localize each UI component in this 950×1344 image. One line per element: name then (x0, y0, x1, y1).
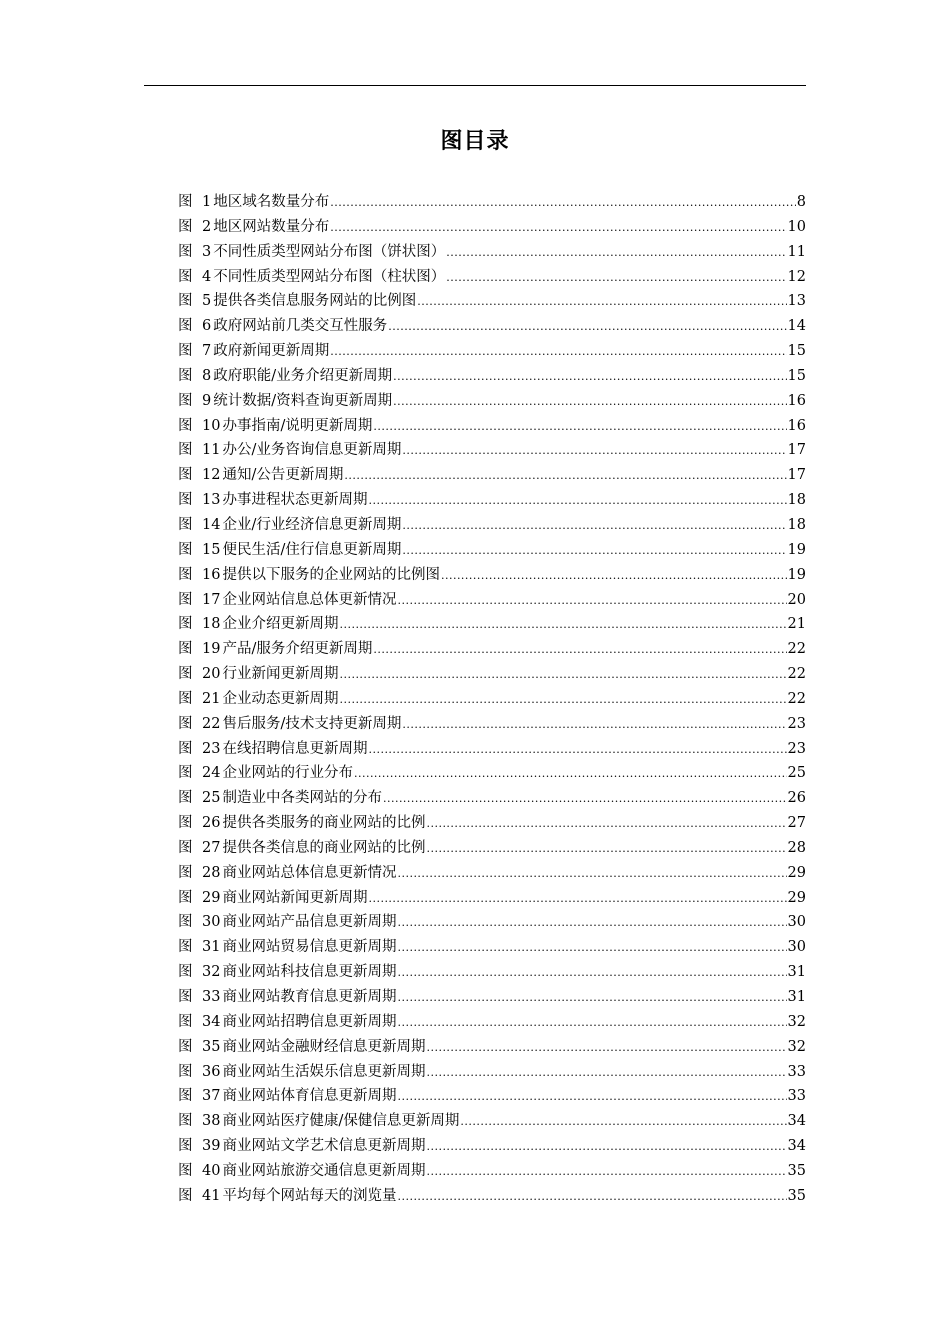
figure-prefix: 图 (178, 218, 193, 235)
page-number: 18 (787, 516, 806, 533)
figure-caption: 商业网站生活娱乐信息更新周期 (222, 1063, 426, 1080)
figure-number: 2 (202, 218, 212, 235)
toc-entry[interactable] (178, 389, 806, 414)
figure-caption: 便民生活/住行信息更新周期 (222, 541, 402, 558)
figure-number: 29 (202, 889, 221, 906)
figure-prefix: 图 (178, 516, 193, 533)
figure-number: 19 (202, 641, 221, 658)
page-number: 22 (787, 690, 806, 707)
figure-caption: 地区网站数量分布 (213, 218, 330, 235)
figure-caption: 提供各类服务的商业网站的比例 (222, 815, 426, 832)
figure-caption: 商业网站金融财经信息更新周期 (222, 1038, 426, 1055)
figure-number: 23 (202, 740, 221, 757)
page-number: 14 (787, 318, 806, 335)
figure-prefix: 图 (178, 1138, 193, 1155)
figure-number: 12 (202, 467, 221, 484)
figure-prefix: 图 (178, 666, 193, 683)
page-number: 11 (787, 243, 806, 260)
page-number: 22 (787, 666, 806, 683)
figure-caption: 商业网站贸易信息更新周期 (222, 939, 397, 956)
dot-leader (426, 1061, 786, 1086)
figure-caption: 企业/行业经济信息更新周期 (222, 516, 402, 533)
dot-leader (373, 415, 786, 440)
figure-number: 13 (202, 492, 221, 509)
figure-caption: 企业网站的行业分布 (222, 765, 353, 782)
toc-entry[interactable] (178, 761, 806, 786)
figure-prefix: 图 (178, 641, 193, 658)
dot-leader (393, 365, 786, 390)
dot-leader (373, 638, 786, 663)
toc-entry[interactable] (178, 463, 806, 488)
toc-entry[interactable] (178, 1060, 806, 1085)
header-rule (144, 85, 806, 86)
figure-prefix: 图 (178, 939, 193, 956)
figure-prefix: 图 (178, 740, 193, 757)
dot-leader (383, 787, 787, 812)
figure-caption: 政府职能/业务介绍更新周期 (213, 367, 393, 384)
toc-entry[interactable] (178, 414, 806, 439)
figure-number: 36 (202, 1063, 221, 1080)
toc-entry[interactable] (178, 1109, 806, 1134)
toc-entry[interactable] (178, 265, 806, 290)
dot-leader (441, 564, 787, 589)
figure-number: 9 (202, 392, 212, 409)
dot-leader (344, 464, 786, 489)
dot-leader (397, 589, 786, 614)
dot-leader (460, 1110, 786, 1135)
figure-number: 22 (202, 715, 221, 732)
figure-prefix: 图 (178, 989, 193, 1005)
figure-caption: 地区域名数量分布 (213, 194, 330, 210)
figure-prefix: 图 (178, 492, 193, 509)
page-number: 21 (787, 616, 806, 633)
figure-number: 3 (202, 243, 212, 260)
page-number: 29 (787, 889, 806, 906)
figure-prefix: 图 (178, 541, 193, 558)
figure-number: 6 (202, 318, 212, 335)
figure-prefix: 图 (178, 467, 193, 484)
page-number: 29 (787, 864, 806, 881)
figure-prefix: 图 (178, 243, 193, 260)
figure-prefix: 图 (178, 715, 193, 732)
figure-caption: 办事指南/说明更新周期 (222, 417, 373, 434)
figure-caption: 产品/服务介绍更新周期 (222, 641, 373, 658)
toc-entry[interactable] (178, 637, 806, 662)
toc-entry[interactable] (178, 836, 806, 861)
page-number: 22 (787, 641, 806, 658)
toc-entry[interactable] (178, 960, 806, 985)
figure-prefix: 图 (178, 839, 193, 856)
page-number: 16 (787, 417, 806, 434)
dot-leader (426, 1036, 786, 1061)
page-number: 34 (787, 1113, 806, 1130)
toc-entry[interactable] (178, 488, 806, 513)
toc-entry[interactable] (178, 314, 806, 339)
toc-entry[interactable] (178, 811, 806, 836)
figure-caption: 商业网站总体信息更新情况 (222, 864, 397, 881)
page-number: 16 (787, 392, 806, 409)
page-number: 8 (796, 194, 806, 210)
page-number: 32 (787, 1038, 806, 1055)
dot-leader (397, 862, 786, 887)
figure-prefix: 图 (178, 392, 193, 409)
dot-leader (397, 986, 786, 1011)
figure-caption: 商业网站教育信息更新周期 (222, 989, 397, 1005)
figure-number: 26 (202, 815, 221, 832)
dot-leader (393, 390, 786, 415)
page-number: 17 (787, 467, 806, 484)
figure-prefix: 图 (178, 442, 193, 459)
dot-leader (330, 340, 786, 365)
dot-leader (402, 713, 786, 738)
figure-prefix: 图 (178, 591, 193, 608)
figure-caption: 商业网站体育信息更新周期 (222, 1088, 397, 1105)
toc-entry[interactable] (178, 1084, 806, 1109)
page-number: 12 (787, 268, 806, 285)
toc-entry[interactable] (178, 364, 806, 389)
toc-entry[interactable] (178, 712, 806, 737)
dot-leader (426, 837, 786, 862)
toc-entry[interactable] (178, 190, 806, 215)
figure-caption: 企业介绍更新周期 (222, 616, 339, 633)
dot-leader (402, 539, 786, 564)
toc-entry[interactable] (178, 240, 806, 265)
dot-leader (339, 688, 786, 713)
dot-leader (397, 1085, 786, 1110)
figure-number: 28 (202, 864, 221, 881)
figure-prefix: 图 (178, 964, 193, 981)
figure-prefix: 图 (178, 790, 193, 807)
toc-entry[interactable] (178, 985, 806, 1010)
page-number: 26 (787, 790, 806, 807)
dot-leader (397, 1011, 786, 1036)
toc-entry[interactable] (178, 289, 806, 314)
page-number: 23 (787, 715, 806, 732)
figure-prefix: 图 (178, 864, 193, 881)
figure-caption: 政府网站前几类交互性服务 (213, 318, 388, 335)
figure-prefix: 图 (178, 1187, 193, 1204)
dot-leader (426, 1135, 786, 1160)
figure-number: 1 (202, 194, 212, 210)
figure-number: 11 (202, 442, 221, 459)
page-number: 17 (787, 442, 806, 459)
page-number: 32 (787, 1013, 806, 1030)
figure-number: 24 (202, 765, 221, 782)
figure-caption: 办事进程状态更新周期 (222, 492, 368, 509)
figure-caption: 提供以下服务的企业网站的比例图 (222, 566, 440, 583)
page-number: 25 (787, 765, 806, 782)
toc-entry[interactable] (178, 1159, 806, 1184)
page-number: 19 (787, 566, 806, 583)
figure-number: 17 (202, 591, 221, 608)
figure-caption: 商业网站医疗健康/保健信息更新周期 (222, 1113, 460, 1130)
page-number: 31 (787, 964, 806, 981)
figure-number: 40 (202, 1162, 221, 1179)
figure-number: 18 (202, 616, 221, 633)
toc-entry[interactable] (178, 935, 806, 960)
page-number: 10 (787, 218, 806, 235)
page-number: 30 (787, 914, 806, 931)
page-number: 35 (787, 1187, 806, 1204)
figure-caption: 统计数据/资料查询更新周期 (213, 392, 393, 409)
figure-prefix: 图 (178, 343, 193, 360)
dot-leader (397, 1185, 786, 1210)
toc-entry[interactable] (178, 215, 806, 240)
figure-prefix: 图 (178, 1088, 193, 1105)
page-number: 13 (787, 293, 806, 310)
figure-number: 30 (202, 914, 221, 931)
figure-number: 10 (202, 417, 221, 434)
figure-caption: 平均每个网站每天的浏览量 (222, 1187, 397, 1204)
figure-caption: 政府新闻更新周期 (213, 343, 330, 360)
figure-prefix: 图 (178, 318, 193, 335)
figure-number: 25 (202, 790, 221, 807)
page-number: 33 (787, 1063, 806, 1080)
figure-number: 35 (202, 1038, 221, 1055)
dot-leader (330, 191, 796, 216)
page-number: 23 (787, 740, 806, 757)
page-number: 31 (787, 989, 806, 1005)
figure-caption: 不同性质类型网站分布图（柱状图） (213, 268, 446, 285)
page-number: 35 (787, 1162, 806, 1179)
figure-caption: 商业网站招聘信息更新周期 (222, 1013, 397, 1030)
page-number: 20 (787, 591, 806, 608)
toc-entry[interactable] (178, 1010, 806, 1035)
figure-caption: 商业网站旅游交通信息更新周期 (222, 1162, 426, 1179)
figure-list (178, 190, 806, 1209)
figure-prefix: 图 (178, 194, 193, 210)
figure-caption: 在线招聘信息更新周期 (222, 740, 368, 757)
figure-prefix: 图 (178, 417, 193, 434)
figure-number: 16 (202, 566, 221, 583)
figure-caption: 提供各类信息的商业网站的比例 (222, 839, 426, 856)
dot-leader (339, 663, 786, 688)
figure-number: 34 (202, 1013, 221, 1030)
page-number: 18 (787, 492, 806, 509)
toc-entry[interactable] (178, 1134, 806, 1159)
toc-entry[interactable] (178, 438, 806, 463)
figure-caption: 通知/公告更新周期 (222, 467, 344, 484)
figure-number: 38 (202, 1113, 221, 1130)
dot-leader (354, 762, 787, 787)
figure-prefix: 图 (178, 293, 193, 310)
figure-prefix: 图 (178, 889, 193, 906)
figure-number: 14 (202, 516, 221, 533)
figure-number: 27 (202, 839, 221, 856)
figure-caption: 售后服务/技术支持更新周期 (222, 715, 402, 732)
figure-prefix: 图 (178, 1013, 193, 1030)
page-number: 15 (787, 367, 806, 384)
toc-entry[interactable] (178, 513, 806, 538)
toc-entry[interactable] (178, 612, 806, 637)
page-number: 30 (787, 939, 806, 956)
toc-entry[interactable] (178, 786, 806, 811)
page-number: 27 (787, 815, 806, 832)
figure-prefix: 图 (178, 914, 193, 931)
dot-leader (368, 489, 786, 514)
figure-number: 21 (202, 690, 221, 707)
figure-number: 5 (202, 293, 212, 310)
dot-leader (446, 266, 786, 291)
dot-leader (402, 514, 786, 539)
figure-number: 33 (202, 989, 221, 1005)
page-number: 15 (787, 343, 806, 360)
figure-number: 37 (202, 1088, 221, 1105)
dot-leader (397, 911, 786, 936)
figure-caption: 制造业中各类网站的分布 (222, 790, 382, 807)
dot-leader (368, 738, 786, 763)
figure-caption: 企业动态更新周期 (222, 690, 339, 707)
toc-entry[interactable] (178, 563, 806, 588)
toc-entry[interactable] (178, 538, 806, 563)
figure-prefix: 图 (178, 367, 193, 384)
figure-number: 32 (202, 964, 221, 981)
toc-entry[interactable] (178, 588, 806, 613)
figure-caption: 提供各类信息服务网站的比例图 (213, 293, 417, 310)
figure-caption: 不同性质类型网站分布图（饼状图） (213, 243, 446, 260)
dot-leader (446, 241, 786, 266)
dot-leader (397, 936, 786, 961)
page-number: 28 (787, 839, 806, 856)
figure-number: 8 (202, 367, 212, 384)
figure-prefix: 图 (178, 616, 193, 633)
dot-leader (417, 290, 786, 315)
figure-prefix: 图 (178, 1063, 193, 1080)
figure-caption: 商业网站新闻更新周期 (222, 889, 368, 906)
toc-entry[interactable] (178, 687, 806, 712)
figure-number: 41 (202, 1187, 221, 1204)
figure-caption: 商业网站科技信息更新周期 (222, 964, 397, 981)
toc-entry[interactable] (178, 910, 806, 935)
figure-number: 20 (202, 666, 221, 683)
page-number: 19 (787, 541, 806, 558)
dot-leader (368, 887, 786, 912)
page-title: 图目录 (440, 129, 510, 154)
figure-prefix: 图 (178, 1162, 193, 1179)
figure-number: 31 (202, 939, 221, 956)
dot-leader (402, 439, 786, 464)
figure-number: 39 (202, 1138, 221, 1155)
figure-prefix: 图 (178, 1113, 193, 1130)
figure-number: 15 (202, 541, 221, 558)
figure-prefix: 图 (178, 268, 193, 285)
dot-leader (426, 1160, 786, 1185)
toc-entry[interactable] (178, 1035, 806, 1060)
dot-leader (330, 216, 786, 241)
figure-caption: 行业新闻更新周期 (222, 666, 339, 683)
figure-number: 4 (202, 268, 212, 285)
page-number: 34 (787, 1138, 806, 1155)
dot-leader (426, 812, 786, 837)
figure-caption: 办公/业务咨询信息更新周期 (222, 442, 402, 459)
toc-entry[interactable] (178, 1184, 806, 1209)
figure-prefix: 图 (178, 690, 193, 707)
toc-entry[interactable] (178, 886, 806, 911)
figure-number: 7 (202, 343, 212, 360)
dot-leader (339, 613, 786, 638)
figure-prefix: 图 (178, 765, 193, 782)
figure-prefix: 图 (178, 566, 193, 583)
dot-leader (388, 315, 786, 340)
toc-entry[interactable] (178, 662, 806, 687)
figure-caption: 商业网站文学艺术信息更新周期 (222, 1138, 426, 1155)
figure-caption: 商业网站产品信息更新周期 (222, 914, 397, 931)
page-number: 33 (787, 1088, 806, 1105)
toc-entry[interactable] (178, 737, 806, 762)
dot-leader (397, 961, 786, 986)
figure-caption: 企业网站信息总体更新情况 (222, 591, 397, 608)
figure-prefix: 图 (178, 815, 193, 832)
figure-prefix: 图 (178, 1038, 193, 1055)
toc-entry[interactable] (178, 861, 806, 886)
toc-entry[interactable] (178, 339, 806, 364)
